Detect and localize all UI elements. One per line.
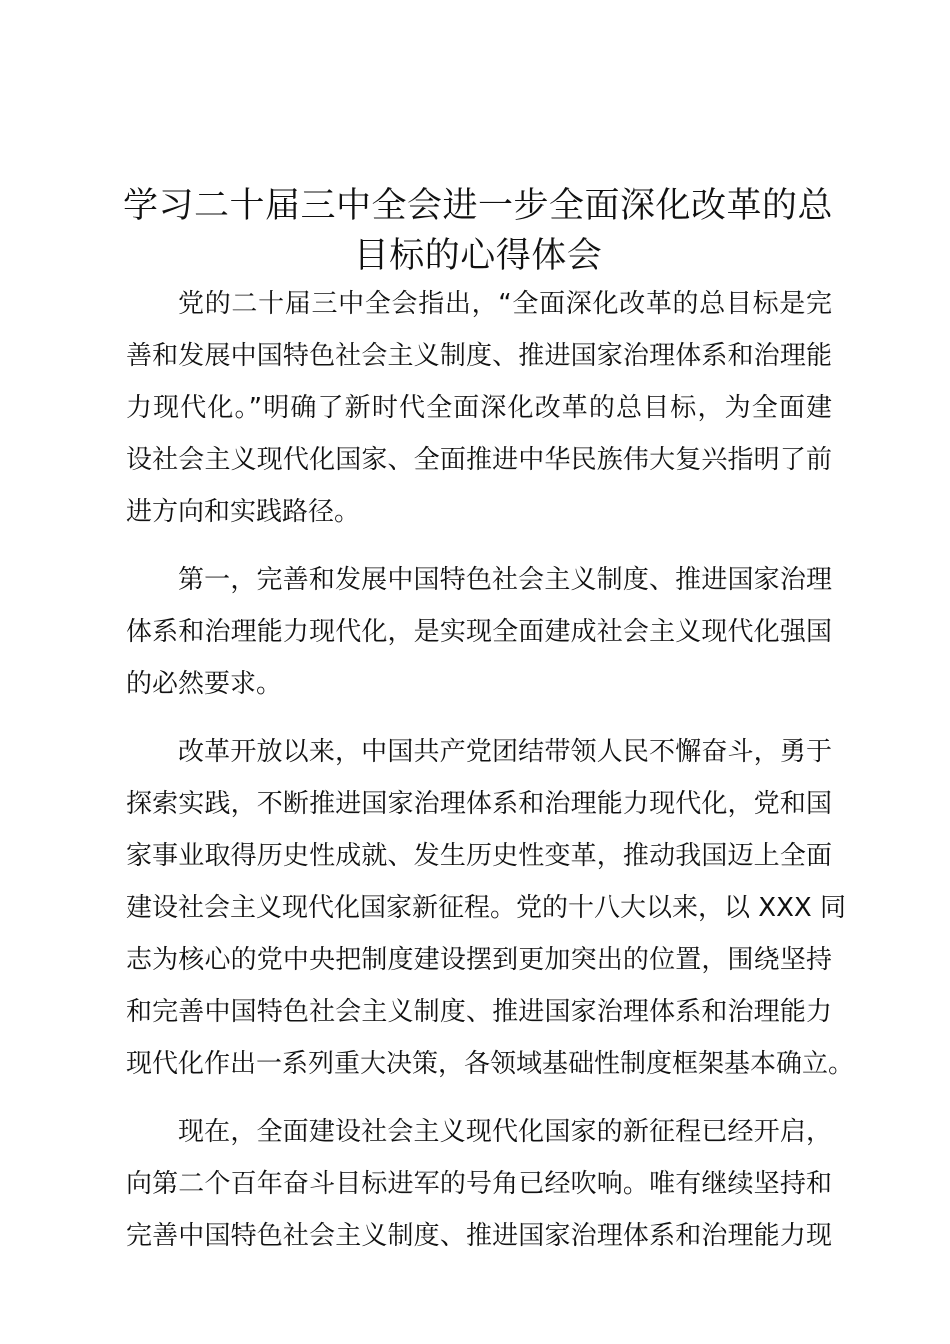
paragraph-line: 向第二个百年奋斗目标进军的号角已经吹响。唯有继续坚持和 bbox=[126, 1169, 832, 1199]
paragraph-line: 改革开放以来，中国共产党团结带领人民不懈奋斗，勇于 bbox=[178, 737, 832, 767]
paragraph-line: 第一，完善和发展中国特色社会主义制度、推进国家治理 bbox=[178, 565, 832, 595]
document-body bbox=[126, 278, 855, 1262]
paragraph-line: 善和发展中国特色社会主义制度、推进国家治理体系和治理能 bbox=[126, 341, 832, 371]
paragraph-line: 建设社会主义现代化国家新征程。党的十八大以来，以 XXX 同 bbox=[126, 893, 846, 923]
paragraph-line: 家事业取得历史性成就、发生历史性变革，推动我国迈上全面 bbox=[126, 841, 832, 871]
paragraph-line: 探索实践，不断推进国家治理体系和治理能力现代化，党和国 bbox=[126, 789, 832, 819]
paragraph-line: 现代化作出一系列重大决策，各领域基础性制度框架基本确立。 bbox=[126, 1049, 855, 1079]
paragraph-2 bbox=[126, 554, 832, 710]
paragraph-line: 体系和治理能力现代化，是实现全面建成社会主义现代化强国 bbox=[126, 617, 832, 647]
paragraph-line: 现在，全面建设社会主义现代化国家的新征程已经开启， bbox=[178, 1117, 832, 1147]
paragraph-line: 设社会主义现代化国家、全面推进中华民族伟大复兴指明了前 bbox=[126, 445, 832, 475]
paragraph-line: 力现代化。”明确了新时代全面深化改革的总目标，为全面建 bbox=[126, 393, 832, 423]
paragraph-4 bbox=[126, 1106, 832, 1262]
paragraph-line: 完善中国特色社会主义制度、推进国家治理体系和治理能力现 bbox=[126, 1221, 832, 1251]
paragraph-3 bbox=[126, 726, 855, 1090]
paragraph-line: 进方向和实践路径。 bbox=[126, 497, 361, 527]
title-line: 目标的心得体会 bbox=[353, 236, 603, 276]
document-title bbox=[120, 181, 836, 281]
paragraph-line: 党的二十届三中全会指出，“全面深化改革的总目标是完 bbox=[178, 289, 832, 319]
paragraph-line: 志为核心的党中央把制度建设摆到更加突出的位置，围绕坚持 bbox=[126, 945, 832, 975]
paragraph-line: 和完善中国特色社会主义制度、推进国家治理体系和治理能力 bbox=[126, 997, 832, 1027]
title-line: 学习二十届三中全会进一步全面深化改革的总 bbox=[122, 186, 833, 226]
paragraph-line: 的必然要求。 bbox=[126, 669, 283, 699]
paragraph-1 bbox=[126, 278, 832, 538]
